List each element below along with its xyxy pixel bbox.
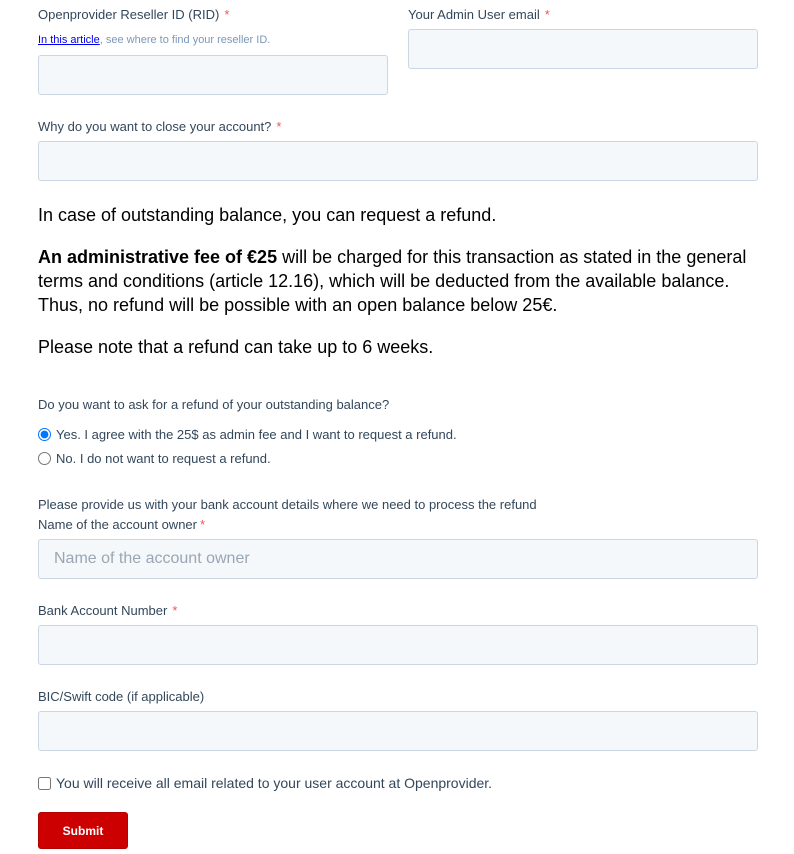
refund-yes-label: Yes. I agree with the 25$ as admin fee and I want to request a refund. xyxy=(56,427,457,442)
bic-input[interactable] xyxy=(38,711,758,751)
refund-yes-radio[interactable] xyxy=(38,428,51,441)
account-owner-required-mark: * xyxy=(199,517,206,532)
rid-label xyxy=(38,7,229,23)
email-consent-label: You will receive all email related to your user account at Openprovider. xyxy=(56,775,493,791)
bank-account-required-mark: * xyxy=(172,603,178,618)
close-reason-label xyxy=(38,119,281,135)
admin-fee-rest: will be charged for this transaction as stated in the general terms and conditions (article 12.16), which will be deducted from the available balance. Thus, no refund will be possible with an open balance below 25€. xyxy=(38,247,747,315)
rid-label-text: Openprovider Reseller ID (RID) xyxy=(38,7,220,22)
rid-input[interactable] xyxy=(38,55,388,95)
rid-required-mark: * xyxy=(224,7,230,22)
bank-account-label-text: Bank Account Number xyxy=(38,603,168,618)
rid-help xyxy=(38,33,270,47)
close-reason-label-text: Why do you want to close your account? xyxy=(38,119,272,134)
account-owner-label-text: Name of the account owner xyxy=(38,517,197,532)
refund-option-no[interactable] xyxy=(38,451,271,466)
refund-no-label: No. I do not want to request a refund. xyxy=(56,451,271,466)
refund-question-label: Do you want to ask for a refund of your outstanding balance? xyxy=(38,397,390,412)
admin-email-label xyxy=(408,7,550,23)
bic-label: BIC/Swift code (if applicable) xyxy=(38,689,205,704)
rid-help-text: , see where to find your reseller ID. xyxy=(99,34,271,46)
refund-option-yes[interactable] xyxy=(38,427,457,442)
refund-duration-paragraph: Please note that a refund can take up to 6 weeks. xyxy=(38,337,434,357)
admin-fee-paragraph xyxy=(38,245,768,317)
rid-help-link[interactable]: In this article xyxy=(38,34,100,46)
account-owner-input[interactable] xyxy=(38,539,758,579)
submit-button[interactable]: Submit xyxy=(38,812,128,849)
account-owner-label xyxy=(38,517,205,533)
refund-info-paragraph: In case of outstanding balance, you can request a refund. xyxy=(38,205,497,225)
admin-fee-bold: An administrative fee of €25 xyxy=(38,247,278,267)
admin-email-label-text: Your Admin User email xyxy=(408,7,540,22)
admin-email-required-mark: * xyxy=(544,7,550,22)
close-reason-required-mark: * xyxy=(276,119,282,134)
refund-no-radio[interactable] xyxy=(38,452,51,465)
email-consent-checkbox[interactable] xyxy=(38,777,51,790)
bank-account-label xyxy=(38,603,177,619)
bank-account-input[interactable] xyxy=(38,625,758,665)
bank-details-intro: Please provide us with your bank account details where we need to process the refund xyxy=(38,497,537,512)
admin-email-input[interactable] xyxy=(408,29,758,69)
email-consent-row[interactable] xyxy=(38,775,492,791)
close-reason-input[interactable] xyxy=(38,141,758,181)
